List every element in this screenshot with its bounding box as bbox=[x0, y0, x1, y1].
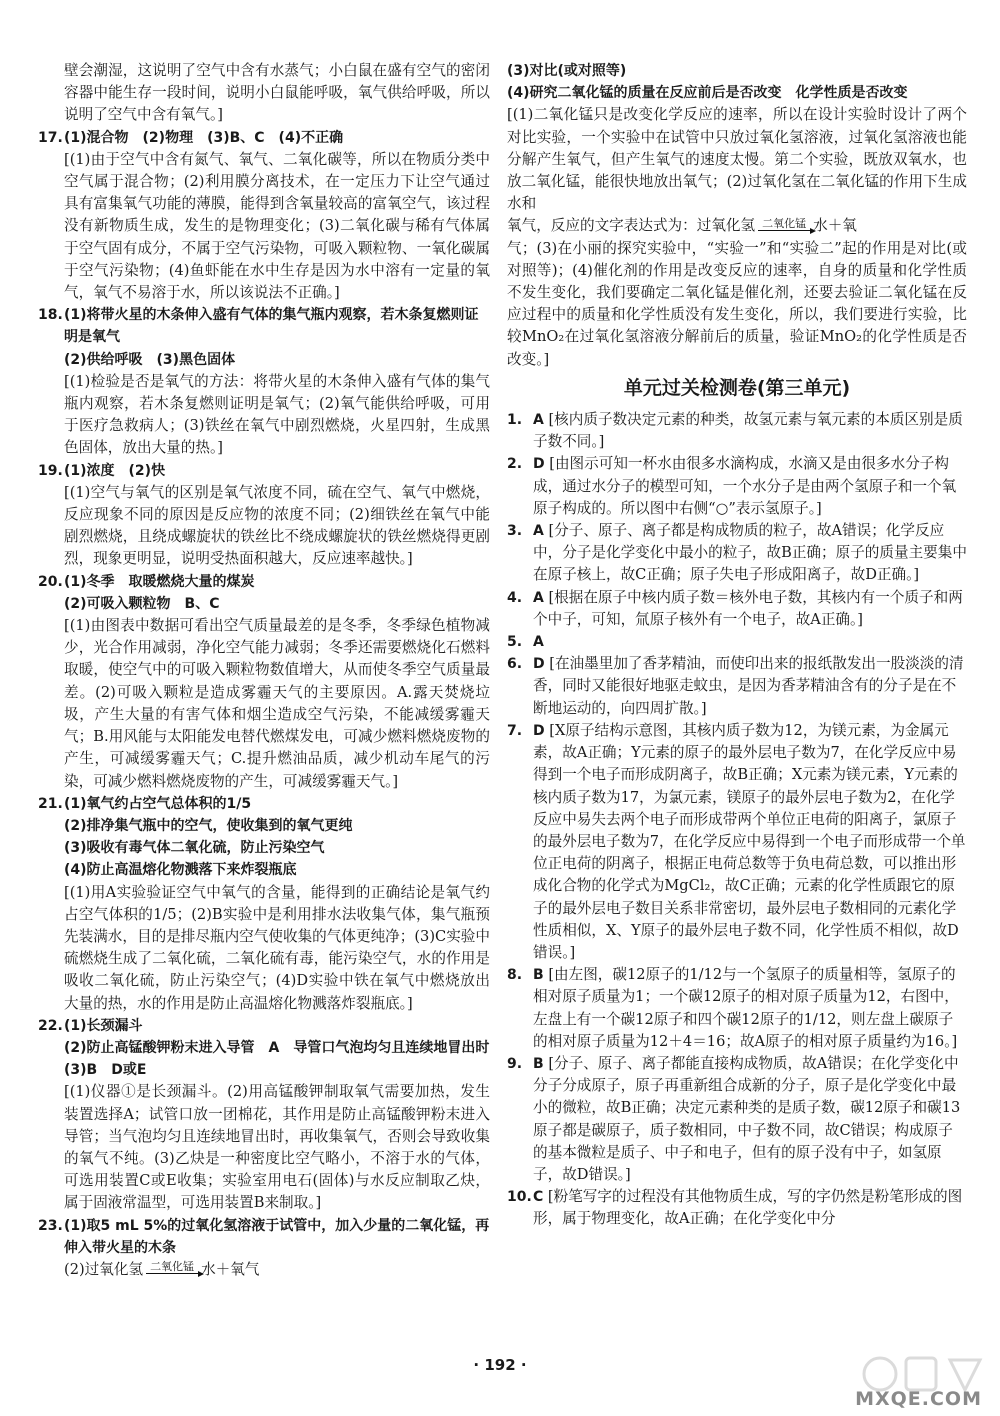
explanation: [X原子结构示意图，其核内质子数为12，为镁元素，为金属元素，故A正确；Y元素的原子的最外层电子数为7，在化学反应中易得到一个电子而形成阴离子，故B正确；X元素为镁元素，Y元素的核内质子数为17，为氯元素，镁原子的最外层电子数为2，在化学反应中易失去两个电子而形成带两个单位正电荷的阳离子，氯原子的最外层电子数为7，在化学反应中易得到一个电子而形成带一个单位正电荷的阴离子，根据正电荷总数等于负电荷总数，可以推出形成化合物的化学式为MgCl₂，故C正确；元素的化学性质跟它的原子的最外层电子数目关系非常密切，最外层电子数相同的元素化学性质相似，X、Y原子的最外层电子数不同，化学性质不相似，故D错误。] bbox=[533, 721, 966, 961]
reaction-arrow: 二氧化锰 bbox=[146, 1260, 198, 1274]
word-equation bbox=[64, 1259, 259, 1281]
question-22 bbox=[38, 1015, 490, 1215]
answer: D bbox=[533, 656, 545, 673]
explanation: [由左图，碳12原子的1/12与一个氢原子的质量相等，氢原子的相对原子质量为1；一个碳12原子的相对原子质量为12，右图中，左盘上有一个碳12原子和四个碳12原子的1/12，则左盘上碳原子的相对原子质量为12＋4＝16；故A原子的相对原子质量约为16。] bbox=[533, 966, 959, 1050]
page-number: · 192 · bbox=[473, 1356, 527, 1374]
equation-products: 水＋氧气 bbox=[201, 1260, 260, 1278]
explanation: [(1)检验是否是氧气的方法：将带火星的木条伸入盛有气体的集气瓶内观察，若木条复燃则证明是氧气；(2)氧气能供给呼吸，可用于医疗急救病人；(3)铁丝在氧气中剧烈燃烧，火星四射，生成黑色固体，放出大量的热。] bbox=[64, 372, 490, 457]
question-number: 9. bbox=[507, 1055, 523, 1072]
question-number: 6. bbox=[507, 656, 523, 673]
answer: A bbox=[533, 523, 544, 540]
question-20 bbox=[38, 571, 490, 793]
answer-item bbox=[507, 631, 967, 653]
question-number: 5. bbox=[507, 634, 523, 651]
explanation: [分子、原子、离子都是构成物质的粒子，故A错误；化学反应中，分子是化学变化中最小的粒子，故B正确；原子的质量主要集中在原子核上，故C正确；原子失电子形成阳离子，故D正确。] bbox=[533, 522, 967, 584]
answer: (1)取5 mL 5%的过氧化氢溶液于试管中，加入少量的二氧化锰，再伸入带火星的木条 bbox=[64, 1217, 490, 1256]
explanation: [(1)由于空气中含有氮气、氧气、二氧化碳等，所以在物质分类中空气属于混合物；(2)利用膜分离技术，在一定压力下让空气通过具有富集氧气功能的薄膜，能得到含氧量较高的富氧空气，该过程没有新物质生成，发生的是物理变化；(3)二氧化碳与稀有气体属于空气固有成分，不属于空气污染物，可吸入颗粒物、一氧化碳属于空气污染物；(4)鱼虾能在水中生存是因为水中溶有一定量的氧气，氧气不易溶于水，所以该说法不正确。] bbox=[64, 150, 490, 302]
question-number: 21. bbox=[38, 795, 63, 812]
answer-list bbox=[507, 409, 967, 1231]
equation-reactant: (2)过氧化氢 bbox=[64, 1260, 144, 1278]
answer: C bbox=[533, 1189, 544, 1206]
answer: B bbox=[533, 1055, 544, 1072]
answer-item bbox=[507, 964, 967, 1053]
answer: A bbox=[533, 634, 544, 651]
explanation: [(1)二氧化锰只是改变化学反应的速率，所以在设计实验时设计了两个对比实验，一个实验中在试管中只放过氧化氢溶液，过氧化氢溶液也能分解产生氧气，但产生氧气的速度太慢。第二个实验，既放双氧水，也放二氧化锰，能很快地放出氧气；(2)过氧化氢在二氧化锰的作用下生成水和 bbox=[507, 106, 967, 213]
question-number: 23. bbox=[38, 1217, 63, 1234]
explanation: [核内质子数决定元素的种类，故氢元素与氧元素的本质区别是质子数不同。] bbox=[533, 411, 963, 451]
equation-products: 水＋氧 bbox=[813, 217, 857, 235]
question-18 bbox=[38, 304, 490, 459]
question-number: 17. bbox=[38, 129, 63, 146]
explanation: [根据在原子中核内质子数＝核外电子数，其核内有一个质子和两个中子，可知，氚原子核外有一个电子，故A正确。] bbox=[533, 588, 963, 628]
answer-item bbox=[507, 1053, 967, 1186]
question-number: 8. bbox=[507, 967, 523, 984]
word-equation bbox=[507, 215, 857, 237]
answer: (2)供给呼吸 (3)黑色固体 bbox=[64, 351, 236, 368]
answer: (2)可吸入颗粒物 B、C bbox=[64, 595, 220, 612]
answer: (1)氧气约占空气总体积的1/5 bbox=[64, 795, 252, 812]
answer: (1)冬季 取暖燃烧大量的煤炭 bbox=[64, 573, 255, 590]
watermark-text: MXQE.COM bbox=[855, 1388, 982, 1410]
question-number: 22. bbox=[38, 1017, 63, 1034]
question-17 bbox=[38, 127, 490, 305]
explanation: [由图示可知一杯水由很多水滴构成，水滴又是由很多水分子构成，通过水分子的模型可知，一个水分子是由两个氢原子和一个氧原子构成的。所以图中右侧“○”表示氢原子。] bbox=[533, 455, 957, 517]
answer: (1)长颈漏斗 bbox=[64, 1017, 143, 1034]
answer-item bbox=[507, 520, 967, 587]
answer: B bbox=[533, 967, 544, 984]
question-21 bbox=[38, 793, 490, 1015]
answer: (3)对比(或对照等) bbox=[507, 63, 627, 79]
answer: (3)吸收有毒气体二氧化硫，防止污染空气 bbox=[64, 840, 325, 857]
equation-text: 氧气，反应的文字表达式为：过氧化氢 bbox=[507, 217, 756, 235]
answer-item bbox=[507, 720, 967, 964]
q16-continued-text: 壁会潮湿，这说明了空气中含有水蒸气；小白鼠在盛有空气的密闭容器中能生存一段时间，说明小白鼠能呼吸，氧气供给呼吸，所以说明了空气中含有氧气。] bbox=[64, 62, 490, 124]
explanation: [(1)仪器①是长颈漏斗。(2)用高锰酸钾制取氧气需要加热，发生装置选择A；试管口放一团棉花，其作用是防止高锰酸钾粉末进入导管；当气泡均匀且连续地冒出时，再收集氧气，否则会导致收集的氧气不纯。(3)乙炔是一种密度比空气略小，不溶于水的气体，可选用装置C或E收集；实验室用电石(固体)与水反应制取乙炔，属于固液常温型，可选用装置B来制取。] bbox=[64, 1083, 490, 1212]
answer-item bbox=[507, 409, 967, 453]
answer: (1)浓度 (2)快 bbox=[64, 462, 166, 479]
question-19 bbox=[38, 460, 490, 571]
answer: (3)B D或E bbox=[64, 1062, 147, 1079]
reaction-arrow: 二氧化锰 bbox=[758, 217, 810, 231]
answer: (2)排净集气瓶中的空气，使收集到的氧气更纯 bbox=[64, 817, 353, 834]
right-column bbox=[507, 60, 967, 1231]
question-23 bbox=[38, 1215, 490, 1282]
question-number: 3. bbox=[507, 523, 523, 540]
question-number: 10. bbox=[507, 1189, 532, 1206]
explanation: [在油墨里加了香茅精油，而使印出来的报纸散发出一股淡淡的清香，同时又能很好地驱走蚊虫，是因为香茅精油含有的分子是在不断地运动的，向四周扩散。] bbox=[533, 655, 964, 717]
explanation: [(1)空气与氧气的区别是氧气浓度不同，硫在空气、氧气中燃烧，反应现象不同的原因是反应物的浓度不同；(2)细铁丝在氧气中能剧烈燃烧，且绕成螺旋状的铁丝比不绕成螺旋状的铁丝燃烧得更剧烈，现象更明显，说明受热面积越大，反应速率越快。] bbox=[64, 483, 490, 568]
left-column bbox=[38, 60, 490, 1281]
answer: (1)将带火星的木条伸入盛有气体的集气瓶内观察，若木条复燃则证明是氧气 bbox=[64, 307, 479, 346]
question-number: 19. bbox=[38, 462, 63, 479]
answer: D bbox=[533, 722, 545, 739]
question-number: 7. bbox=[507, 722, 523, 739]
question-number: 18. bbox=[38, 307, 63, 324]
answer: D bbox=[533, 456, 545, 473]
explanation: [(1)用A实验验证空气中氧气的含量，能得到的正确结论是氧气约占空气体积的1/5；(2)B实验中是利用排水法收集气体，集气瓶预先装满水，目的是排尽瓶内空气使收集的气体更纯净；(3)C实验中硫燃烧生成了二氧化硫，二氧化硫有毒，能污染空气，水的作用是吸收二氧化硫，防止污染空气；(4)D实验中铁在氧气中燃烧放出大量的热，水的作用是防止高温熔化物溅落炸裂瓶底。] bbox=[64, 883, 490, 1012]
answer: (4)防止高温熔化物溅落下来炸裂瓶底 bbox=[64, 862, 297, 879]
question-number: 20. bbox=[38, 573, 63, 590]
answer: A bbox=[533, 412, 544, 429]
answer: (2)防止高锰酸钾粉末进入导管 A 导管口气泡均匀且连续地冒出时 bbox=[64, 1039, 490, 1056]
answer: (1)混合物 (2)物理 (3)B、C (4)不正确 bbox=[64, 129, 344, 146]
answer: (4)研究二氧化锰的质量在反应前后是否改变 化学性质是否改变 bbox=[507, 85, 908, 102]
answer-item bbox=[507, 653, 967, 720]
question-number: 4. bbox=[507, 589, 523, 606]
section-title: 单元过关检测卷(第三单元) bbox=[623, 376, 851, 399]
answer-item bbox=[507, 453, 967, 520]
answer-item bbox=[507, 587, 967, 631]
explanation: 气；(3)在小丽的探究实验中，“实验一”和“实验二”起的作用是对比(或对照等)；(4)催化剂的作用是改变反应的速率，自身的质量和化学性质不发生变化，我们要确定二氧化锰是催化剂，还要去验证二氧化锰在反应过程中的质量和化学性质没有发生变化，所以，我们要进行实验，比较MnO₂在过氧化氢溶液分解前后的质量，验证MnO₂的化学性质是否改变。] bbox=[507, 239, 967, 368]
question-number: 2. bbox=[507, 456, 523, 473]
answer-item bbox=[507, 1186, 967, 1230]
answer: A bbox=[533, 589, 544, 606]
explanation: [分子、原子、离子都能直接构成物质，故A错误；在化学变化中分子分成原子，原子再重新组合成新的分子，原子是化学变化中最小的微粒，故B正确；决定元素种类的是质子数，碳12原子和碳13原子都是碳原子，质子数相同，中子数不同，故C错误；构成原子的基本微粒是质子、中子和电子，但有的原子没有中子，如氢原子，故D错误。] bbox=[533, 1054, 961, 1183]
explanation: [粉笔写字的过程没有其他物质生成，写的字仍然是粉笔形成的图形，属于物理变化，故A正确；在化学变化中分 bbox=[533, 1188, 963, 1228]
question-number: 1. bbox=[507, 412, 523, 429]
explanation: [(1)由图表中数据可看出空气质量最差的是冬季，冬季绿色植物减少，光合作用减弱，净化空气能力减弱；冬季还需要燃烧化石燃料取暖，使空气中的可吸入颗粒物数值增大，从而使冬季空气质量最差。(2)可吸入颗粒是造成雾霾天气的主要原因。A.露天焚烧垃圾，产生大量的有害气体和烟尘造成空气污染，不能减缓雾霾天气；B.用风能与太阳能发电替代燃煤发电，可减少燃料燃烧废物的产生，可减缓雾霾天气；C.提升燃油品质，减少机动车尾气的污染，可减少燃料燃烧废物的产生，可减缓雾霾天气。] bbox=[64, 617, 490, 790]
